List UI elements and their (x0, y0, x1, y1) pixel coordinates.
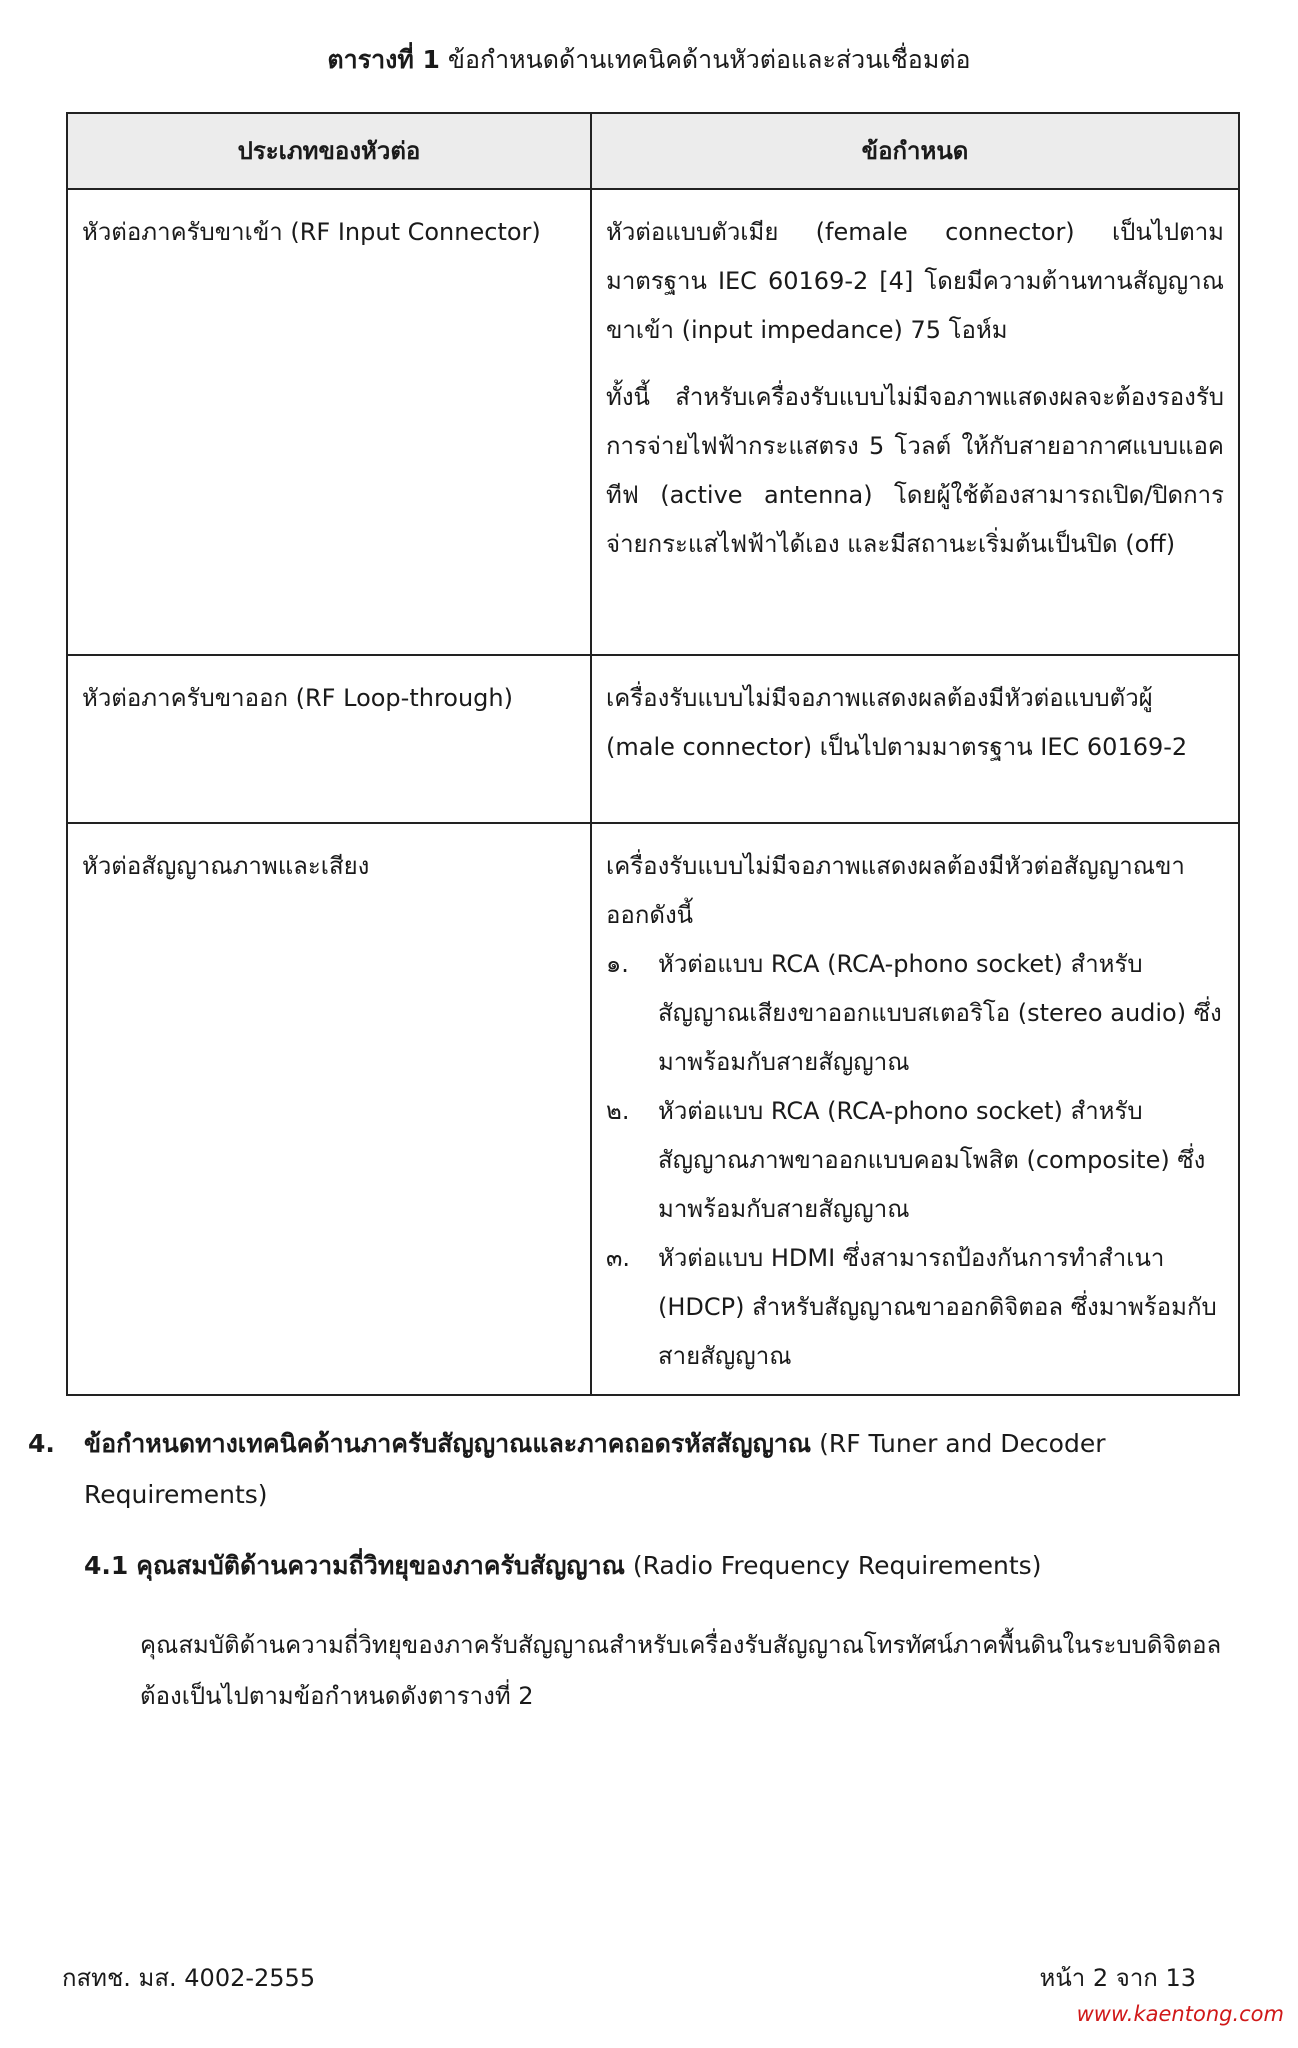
table-row (67, 655, 1239, 823)
watermark-url: www.kaentong.com (1076, 2002, 1284, 2026)
section-number: 4. (28, 1429, 55, 1458)
table-row (67, 823, 1239, 1395)
spec-intro: เครื่องรับแบบไม่มีจอภาพแสดงผลต้องมีหัวต่อสัญญาณขาออกดังนี้ (606, 852, 1185, 929)
column-header-spec: ข้อกำหนด (591, 113, 1239, 189)
table-caption-text: ข้อกำหนดด้านเทคนิคด้านหัวต่อและส่วนเชื่อมต่อ (447, 45, 971, 74)
section-4-1-heading (84, 1540, 1234, 1591)
section-4-heading (28, 1418, 1238, 1520)
list-item (606, 1087, 1224, 1234)
page-number: หน้า 2 จาก 13 (1039, 1964, 1196, 1992)
section-title-thai: ข้อกำหนดทางเทคนิคด้านภาครับสัญญาณและภาคถอดรหัสสัญญาณ (84, 1429, 812, 1458)
table-caption (0, 40, 1298, 80)
av-output-list (606, 940, 1224, 1381)
list-item-number: ๒. (606, 1097, 630, 1125)
list-item-text: หัวต่อแบบ HDMI ซึ่งสามารถป้องกันการทำสำเนา (HDCP) สำหรับสัญญาณขาออกดิจิตอล ซึ่งมาพร้อมกับสายสัญญาณ (658, 1244, 1217, 1370)
subsection-number: 4.1 (84, 1551, 129, 1580)
spec-paragraph: เครื่องรับแบบไม่มีจอภาพแสดงผลต้องมีหัวต่อแบบตัวผู้ (male connector) เป็นไปตามมาตรฐาน IEC 60169-2 (606, 684, 1188, 761)
list-item-number: ๓. (606, 1244, 631, 1272)
spec-paragraph: หัวต่อแบบตัวเมีย (female connector) เป็นไปตามมาตรฐาน IEC 60169-2 [4] โดยมีความต้านทานสัญญาณขาเข้า (input impedance) 75 โอห์ม (606, 218, 1224, 344)
subsection-title-thai: คุณสมบัติด้านความถี่วิทยุของภาครับสัญญาณ (136, 1551, 625, 1580)
list-item-number: ๑. (606, 950, 629, 978)
connector-type-cell: หัวต่อสัญญาณภาพและเสียง (67, 823, 591, 1395)
list-item (606, 1234, 1224, 1381)
connector-spec-cell (591, 823, 1239, 1395)
connector-type-cell: หัวต่อภาครับขาเข้า (RF Input Connector) (67, 189, 591, 655)
connector-type-cell: หัวต่อภาครับขาออก (RF Loop-through) (67, 655, 591, 823)
subsection-title-english: (Radio Frequency Requirements) (632, 1551, 1042, 1580)
table-header-row (67, 113, 1239, 189)
section-4-1-paragraph: คุณสมบัติด้านความถี่วิทยุของภาครับสัญญาณสำหรับเครื่องรับสัญญาณโทรทัศน์ภาคพื้นดินในระบบดิจิตอล ต้องเป็นไปตามข้อกำหนดดังตารางที่ 2 (140, 1631, 1222, 1710)
column-header-type: ประเภทของหัวต่อ (67, 113, 591, 189)
connector-spec-cell (591, 655, 1239, 823)
table-row (67, 189, 1239, 655)
list-item-text: หัวต่อแบบ RCA (RCA-phono socket) สำหรับสัญญาณภาพขาออกแบบคอมโพสิต (composite) ซึ่งมาพร้อมกับสายสัญญาณ (658, 1097, 1206, 1223)
spec-paragraph: ทั้งนี้ สำหรับเครื่องรับแบบไม่มีจอภาพแสดงผลจะต้องรองรับการจ่ายไฟฟ้ากระแสตรง 5 โวลต์ ให้กับสายอากาศแบบแอคทีฟ (active antenna) โดยผู้ใช้ต้องสามารถเปิด/ปิดการจ่ายกระแสไฟฟ้าได้เอง และมีสถานะเริ่มต้นเป็นปิด (off) (606, 383, 1224, 558)
list-item (606, 940, 1224, 1087)
connector-spec-cell (591, 189, 1239, 655)
section-title-english: (RF Tuner and Decoder Requirements) (84, 1429, 1106, 1509)
table-caption-number: ตารางที่ 1 (327, 45, 440, 74)
connector-spec-table (66, 112, 1240, 1396)
list-item-text: หัวต่อแบบ RCA (RCA-phono socket) สำหรับสัญญาณเสียงขาออกแบบสเตอริโอ (stereo audio) ซึ่งมาพร้อมกับสายสัญญาณ (658, 950, 1222, 1076)
document-code: กสทช. มส. 4002-2555 (62, 1964, 316, 1992)
section-title (84, 1418, 1238, 1520)
